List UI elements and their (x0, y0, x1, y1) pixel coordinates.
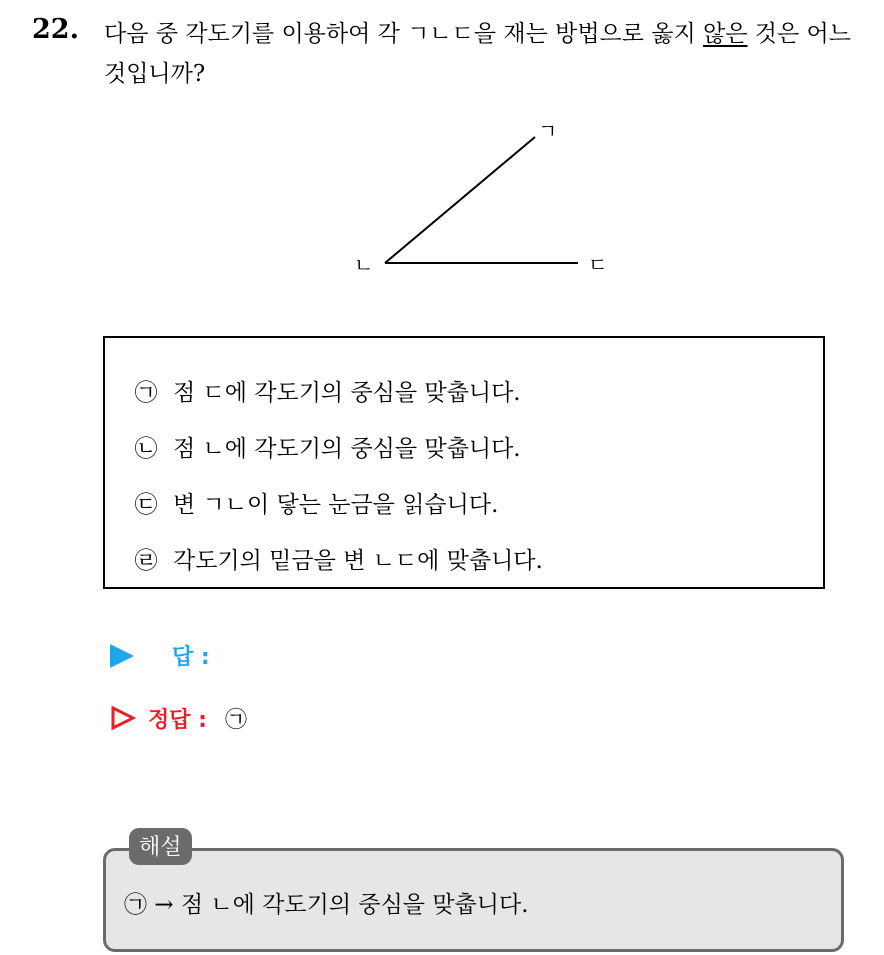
angle-diagram (340, 112, 640, 292)
choice-item[interactable] (133, 430, 521, 463)
correct-answer-label: 정답 : (148, 708, 207, 733)
question-text (104, 14, 874, 94)
choice-item[interactable] (133, 486, 498, 519)
filled-triangle-icon (110, 644, 134, 668)
question-number: 22. (32, 14, 79, 45)
answer-label: 답 : (172, 645, 210, 670)
correct-answer-row (110, 703, 247, 734)
choice-item[interactable] (133, 374, 521, 407)
question-text-part2: 것은 어느 것입니까? (104, 21, 851, 87)
choice-mark: ㉡ (134, 436, 158, 462)
vertex-label-a: ㄱ (538, 119, 558, 143)
angle-figure (340, 112, 640, 292)
outline-triangle-icon (110, 705, 136, 731)
vertex-label-c: ㄷ (588, 253, 608, 277)
choice-box (103, 336, 825, 589)
choice-text: 각도기의 밑금을 변 ㄴㄷ에 맞춥니다. (173, 548, 543, 574)
choice-item[interactable] (133, 542, 543, 575)
explanation-text: ㉠ → 점 ㄴ에 각도기의 중심을 맞춥니다. (124, 892, 529, 918)
choice-mark: ㉣ (134, 548, 158, 574)
correct-answer-value: ㉠ (224, 708, 247, 733)
choice-text: 변 ㄱㄴ이 닿는 눈금을 읽습니다. (173, 492, 499, 518)
choice-text: 점 ㄴ에 각도기의 중심을 맞춥니다. (173, 436, 521, 462)
question-text-underlined: 않은 (703, 21, 748, 47)
choice-text: 점 ㄷ에 각도기의 중심을 맞춥니다. (173, 380, 521, 406)
choice-mark: ㉠ (134, 380, 158, 406)
answer-row (110, 640, 210, 671)
ray-ba (385, 137, 535, 263)
explanation-box (103, 848, 844, 952)
vertex-label-b: ㄴ (354, 253, 374, 277)
choice-mark: ㉢ (134, 492, 158, 518)
question-text-part1: 다음 중 각도기를 이용하여 각 ㄱㄴㄷ을 재는 방법으로 옳지 (104, 21, 704, 47)
explanation-tag: 해설 (129, 828, 192, 865)
